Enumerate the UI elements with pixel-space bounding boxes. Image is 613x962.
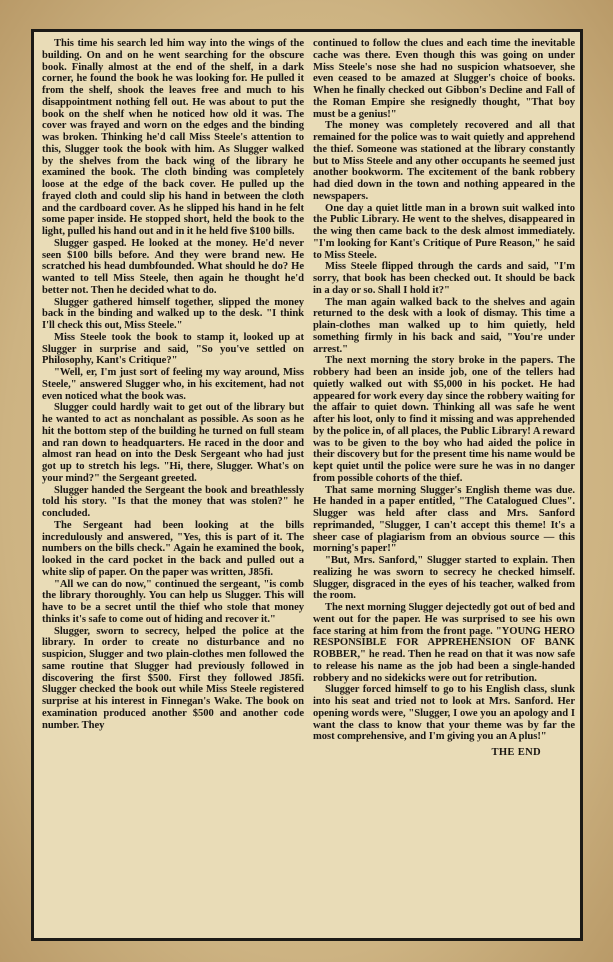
paragraph: The Sergeant had been looking at the bills incredulously and answered, "Yes, this is part of it. The numbers on the bills check." Again he examined the book, looked in the card pocket in the back and pulled out a white slip of paper. On the paper was written, J85fi. [42,519,304,578]
paragraph: Miss Steele took the book to stamp it, looked up at Slugger in surprise and said, "So you've settled on Philosophy, Kant's Critique?" [42,331,304,367]
left-column [42,38,304,731]
paragraph: One day a quiet little man in a brown suit walked into the Public Library. He went to the shelves, disappeared in the wing then came back to the desk almost immediately. "I'm looking for Kant's Critique of Pure Reason," he said to Miss Steele. [313,202,575,261]
paragraph: Slugger, sworn to secrecy, helped the police at the library. In order to create no disturbance and no suspicion, Slugger and two plain-clothes men followed the same routine that Slugger had previously followed in discovering the first $500. First they followed J85fi. Slugger checked the book out while Miss Steele registered surprise at his interest in Finnegan's Wake. The book on examination produced another $500 and another code number. They [42,625,304,731]
paragraph: Miss Steele flipped through the cards and said, "I'm sorry, that book has been checked out. It should be back in a day or so. Shall I hold it?" [313,261,575,296]
paragraph: The next morning Slugger dejectedly got out of bed and went out for the paper. He was surprised to see his own face staring at him from the front page. "YOUNG HERO RESPONSIBLE FOR APPREHENSION OF BANK ROBBER," he read. Then he read on that it was now safe to release his name as the job had been a single-handed robbery and no sidekicks were out for retribution. [313,602,575,684]
paragraph: "Well, er, I'm just sort of feeling my way around, Miss Steele," answered Slugger who, in his excitement, had not even noticed what the book was. [42,367,304,402]
paragraph: Slugger gathered himself together, slipped the money back in the binding and walked up to the desk. "I think I'll check this out, Miss Steele." [42,296,304,331]
paragraph: Slugger gasped. He looked at the money. He'd never seen $100 bills before. And they were brand new. He scratched his head dumbfounded. What should he do? He wanted to tell Miss Steele, then again he thought he'd better not. Then he decided what to do. [42,237,304,296]
paragraph: The next morning the story broke in the papers. The robbery had been an inside job, one of the tellers had quietly walked out with $5,000 in his pocket. He had appeared for work every day since the robbery waiting for the affair to quiet down. Thinking all was safe he went after his loot, only to find it missing and was apprehended by the police in, of all places, the Public Library! A reward was to be given to the boy who had aided the police in their discovery but for the present time his name would be kept quiet until the police were sure he was in no danger from possible cohorts of the thief. [313,355,575,484]
the-end-label: THE END [491,747,541,758]
paragraph: "All we can do now," continued the sergeant, "is comb the library thoroughly. You can help us Slugger. This will have to be a secret until the thief who stole that money thinks it's safe to come out of hiding and recover it." [42,578,304,625]
paragraph: Slugger forced himself to go to his English class, slunk into his seat and tried not to look at Mrs. Sanford. Her opening words were, "Slugger, I owe you an apology and I want the class to know that your theme was by far the most comprehensive, and I'm giving you an A plus!" [313,684,575,743]
text-panel [31,29,583,941]
paragraph: That same morning Slugger's English theme was due. He handed in a paper entitled, "The Catalogued Clues". Slugger was held after class and Mrs. Sanford reprimanded, "Slugger, I can't accept this theme! It's a sheer case of plagiarism from an obvious source — this morning's paper!" [313,484,575,555]
paragraph: Slugger handed the Sergeant the book and breathlessly told his story. "Is that the money that was stolen?" he concluded. [42,484,304,519]
right-column [313,38,575,759]
paragraph: continued to follow the clues and each time the inevitable cache was there. Even though this was going on under Miss Steele's nose she had no suspicion whatsoever, she even ceased to be amazed at Slugger's choice of books. When he finally checked out Gibbon's Decline and Fall of the Roman Empire she resignedly thought, "That boy must be a genius!" [313,38,575,120]
paragraph: The man again walked back to the shelves and again returned to the desk with a look of dismay. This time a plain-clothes man walked up to him quietly, held something firmly in his back and said, "You're under arrest." [313,296,575,355]
paragraph: The money was completely recovered and all that remained for the police was to wait quietly and apprehend the thief. Someone was stationed at the library constantly but to Miss Steele and any other occupants he seemed just another bookworm. The excitement of the bank robbery had died down in the town and nothing appeared in the newspapers. [313,120,575,202]
paragraph: "But, Mrs. Sanford," Slugger started to explain. Then realizing he was sworn to secrecy he checked himself. Slugger, disgraced in the eyes of his teacher, walked from the room. [313,555,575,602]
paragraph: Slugger could hardly wait to get out of the library but he wanted to act as nonchalant as possible. As soon as he hit the bottom step of the building he turned on full steam and ran down to headquarters. He raced in the door and almost ran head on into the Desk Sergeant who had just got up to stretch his legs. "Hi, there, Slugger. What's on your mind?" the Sergeant greeted. [42,402,304,484]
paragraph: This time his search led him way into the wings of the building. On and on he went searching for the obscure book. Finally almost at the end of the shelf, in a dark corner, he found the book he was looking for. He pulled it from the shelf, shook the leaves free and much to his disappointment nothing fell out. He was about to put the book on the shelf when he noticed how old it was. The cover was frayed and worn on the edges and the binding was broken. Thinking he'd call Miss Steele's attention to this, Slugger took the book with him. As Slugger walked by the shelves from the back wing of the library he examined the book. The cloth binding was completely loose at the edge of the back cover. He pulled up the frayed cloth and could slip his hand in between the cloth and the cardboard cover. As he slipped his hand in he felt some paper inside. He stopped short, held the book to the light, pulled his hand out and in it he held five $100 bills. [42,38,304,237]
